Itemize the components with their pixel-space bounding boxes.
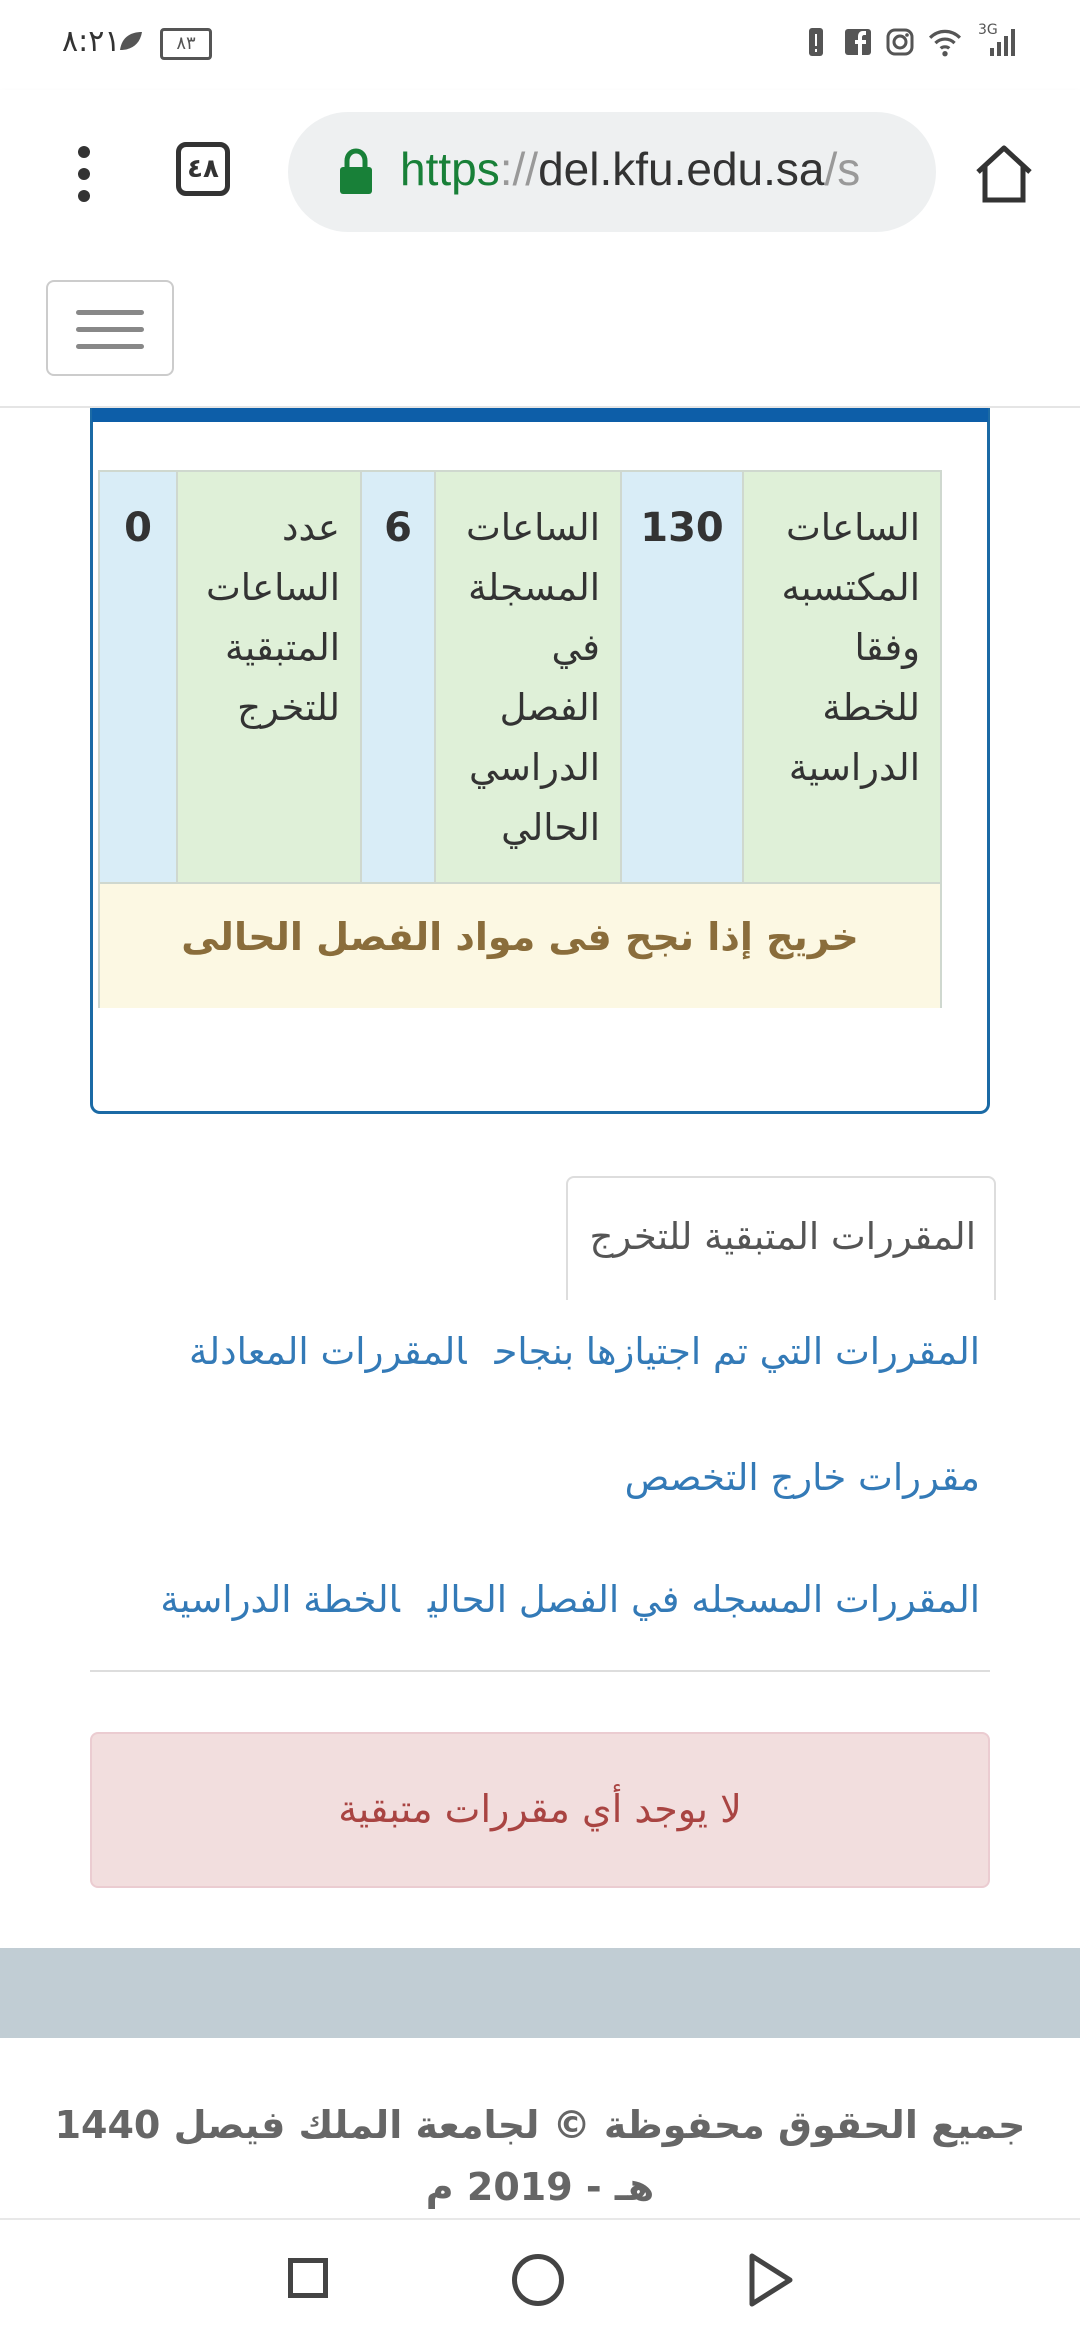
menu-line xyxy=(76,344,144,349)
tab-links-row-2 xyxy=(90,1456,980,1499)
url-host: del.kfu.edu.sa xyxy=(538,143,825,195)
tab-switcher-button[interactable] xyxy=(176,142,230,196)
no-remaining-courses-alert: لا يوجد أي مقررات متبقية xyxy=(90,1732,990,1888)
registered-hours-value: 6 xyxy=(360,472,434,882)
hamburger-menu-button[interactable] xyxy=(46,280,174,376)
earned-hours-value: 130 xyxy=(620,472,742,882)
url-path: /s xyxy=(824,143,861,195)
graduation-note: خريج إذا نجح فى مواد الفصل الحالى xyxy=(100,882,940,1008)
wifi-icon xyxy=(928,26,962,58)
site-navbar xyxy=(0,256,1080,408)
tab-links-row-3 xyxy=(90,1578,980,1621)
tabs-divider xyxy=(90,1670,990,1672)
network-type: 3G xyxy=(978,22,998,38)
tab-study-plan[interactable]: الخطة الدراسية xyxy=(160,1578,400,1621)
battery-icon xyxy=(160,28,212,60)
lock-icon xyxy=(338,148,374,196)
status-icons xyxy=(802,22,1020,58)
leaf-icon xyxy=(118,30,144,52)
card-accent-bar xyxy=(92,408,988,422)
facebook-icon xyxy=(844,26,872,58)
menu-line xyxy=(76,310,144,315)
back-icon[interactable] xyxy=(746,2252,796,2308)
url-scheme: https xyxy=(400,143,500,195)
status-bar xyxy=(0,0,1080,90)
remaining-hours-value: 0 xyxy=(100,472,176,882)
alert-icon xyxy=(802,26,830,58)
tab-registered-current-courses[interactable]: المقررات المسجله في الفصل الحالي xyxy=(427,1578,980,1621)
copyright-text: جميع الحقوق محفوظة © لجامعة الملك فيصل 1440 هـ - 2019 م xyxy=(54,2103,1026,2209)
home-nav-icon[interactable] xyxy=(512,2254,564,2306)
status-time: ٨:٢١ xyxy=(62,24,121,59)
tab-passed-courses[interactable]: المقررات التي تم اجتيازها بنجاح xyxy=(494,1330,980,1373)
battery-level: ٨٣ xyxy=(176,33,196,54)
remaining-hours-label: عدد الساعات المتبقية للتخرج xyxy=(176,472,360,882)
tab-count: ٤٨ xyxy=(187,154,219,184)
cellular-signal-icon xyxy=(976,22,1020,58)
tab-outside-major-courses[interactable]: مقررات خارج التخصص xyxy=(624,1456,980,1499)
registered-hours-label: الساعات المسجلة في الفصل الدراسي الحالي xyxy=(434,472,620,882)
address-bar[interactable] xyxy=(288,112,936,232)
menu-line xyxy=(76,327,144,332)
tab-equivalent-courses[interactable]: المقررات المعادلة xyxy=(189,1330,467,1373)
browser-toolbar xyxy=(0,90,1080,256)
footer-band xyxy=(0,1948,1080,2038)
instagram-icon xyxy=(886,26,914,58)
url-text xyxy=(400,142,860,196)
recents-icon[interactable] xyxy=(288,2258,328,2298)
tab-remaining-courses[interactable]: المقررات المتبقية للتخرج xyxy=(566,1176,996,1300)
hours-row xyxy=(100,472,940,882)
system-navigation-bar xyxy=(0,2218,1080,2342)
home-icon[interactable] xyxy=(972,142,1036,206)
url-separator: :// xyxy=(499,143,539,195)
tab-links-row-1 xyxy=(90,1330,980,1373)
hours-summary-table xyxy=(98,470,942,1008)
earned-hours-label: الساعات المكتسبه وفقا للخطة الدراسية xyxy=(742,472,940,882)
browser-menu-icon[interactable] xyxy=(76,146,92,202)
